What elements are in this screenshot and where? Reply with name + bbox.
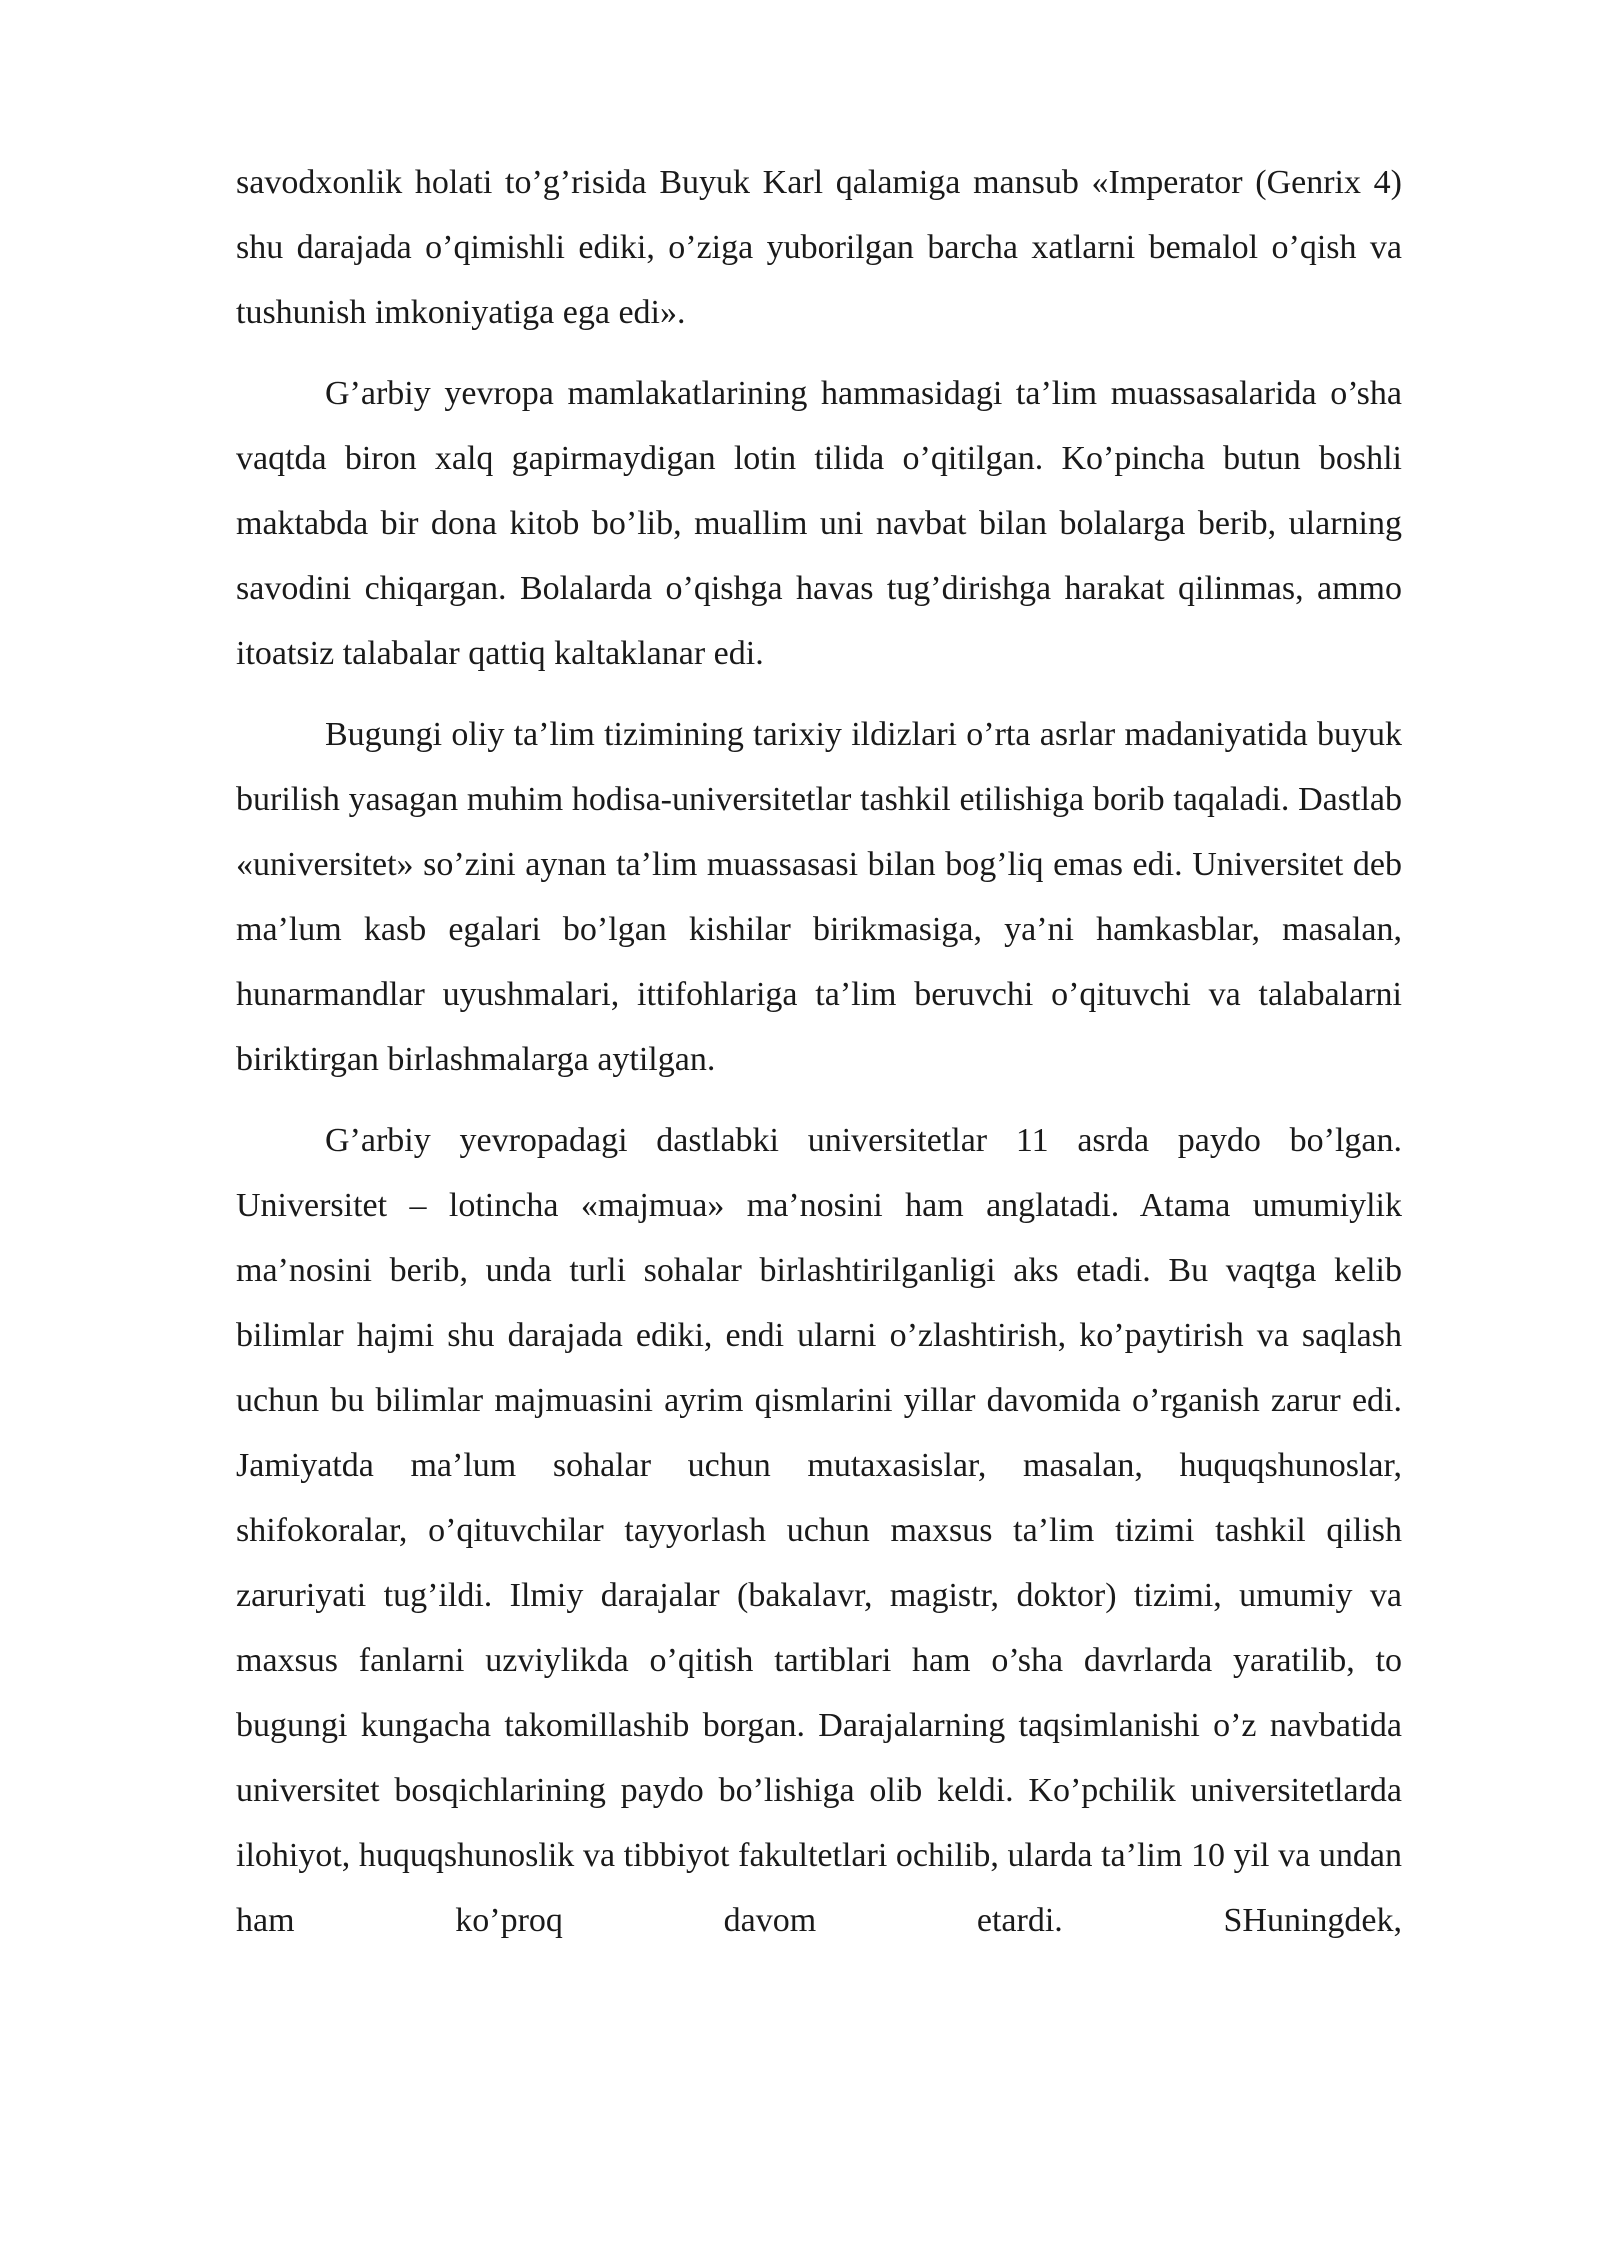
- document-page: [236, 150, 1402, 1969]
- paragraph-4: G’arbiy yevropadagi dastlabki universitetlar 11 asrda paydo bo’lgan. Universitet – lotincha «majmua» ma’nosini ham anglatadi. Atama umumiylik ma’nosini berib, unda turli sohalar birlashtirilganligi aks etadi. Bu vaqtga kelib bilimlar hajmi shu darajada ediki, endi ularni o’zlashtirish, ko’paytirish va saqlash uchun bu bilimlar majmuasini ayrim qismlarini yillar davomida o’rganish zarur edi. Jamiyatda ma’lum sohalar uchun mutaxasislar, masalan, huquqshunoslar, shifokoralar, o’qituvchilar tayyorlash uchun maxsus ta’lim tizimi tashkil qilish zaruriyati tug’ildi. Ilmiy darajalar (bakalavr, magistr, doktor) tizimi, umumiy va maxsus fanlarni uzviylikda o’qitish tartiblari ham o’sha davrlarda yaratilib, to bugungi kungacha takomillashib borgan. Darajalarning taqsimlanishi o’z navbatida universitet bosqichlarining paydo bo’lishiga olib keldi. Ko’pchilik universitetlarda ilohiyot, huquqshunoslik va tibbiyot fakultetlari ochilib, ularda ta’lim 10 yil va undan ham ko’proq davom etardi. SHuningdek,: [236, 1122, 1402, 1939]
- paragraph-2: G’arbiy yevropa mamlakatlarining hammasidagi ta’lim muassasalarida o’sha vaqtda biron xalq gapirmaydigan lotin tilida o’qitilgan. Ko’pincha butun boshli maktabda bir dona kitob bo’lib, muallim uni navbat bilan bolalarga berib, ularning savodini chiqargan. Bolalarda o’qishga havas tug’dirishga harakat qilinmas, ammo itoatsiz talabalar qattiq kaltaklanar edi.: [236, 375, 1402, 672]
- paragraph-3: Bugungi oliy ta’lim tizimining tarixiy ildizlari o’rta asrlar madaniyatida buyuk burilish yasagan muhim hodisa-universitetlar tashkil etilishiga borib taqaladi. Dastlab «universitet» so’zini aynan ta’lim muassasasi bilan bog’liq emas edi. Universitet deb ma’lum kasb egalari bo’lgan kishilar birikmasiga, ya’ni hamkasblar, masalan, hunarmandlar uyushmalari, ittifohlariga ta’lim beruvchi o’qituvchi va talabalarni biriktirgan birlashmalarga aytilgan.: [236, 716, 1402, 1078]
- paragraph-1: savodxonlik holati to’g’risida Buyuk Karl qalamiga mansub «Imperator (Genrix 4) shu darajada o’qimishli ediki, o’ziga yuborilgan barcha xatlarni bemalol o’qish va tushunish imkoniyatiga ega edi».: [236, 164, 1402, 331]
